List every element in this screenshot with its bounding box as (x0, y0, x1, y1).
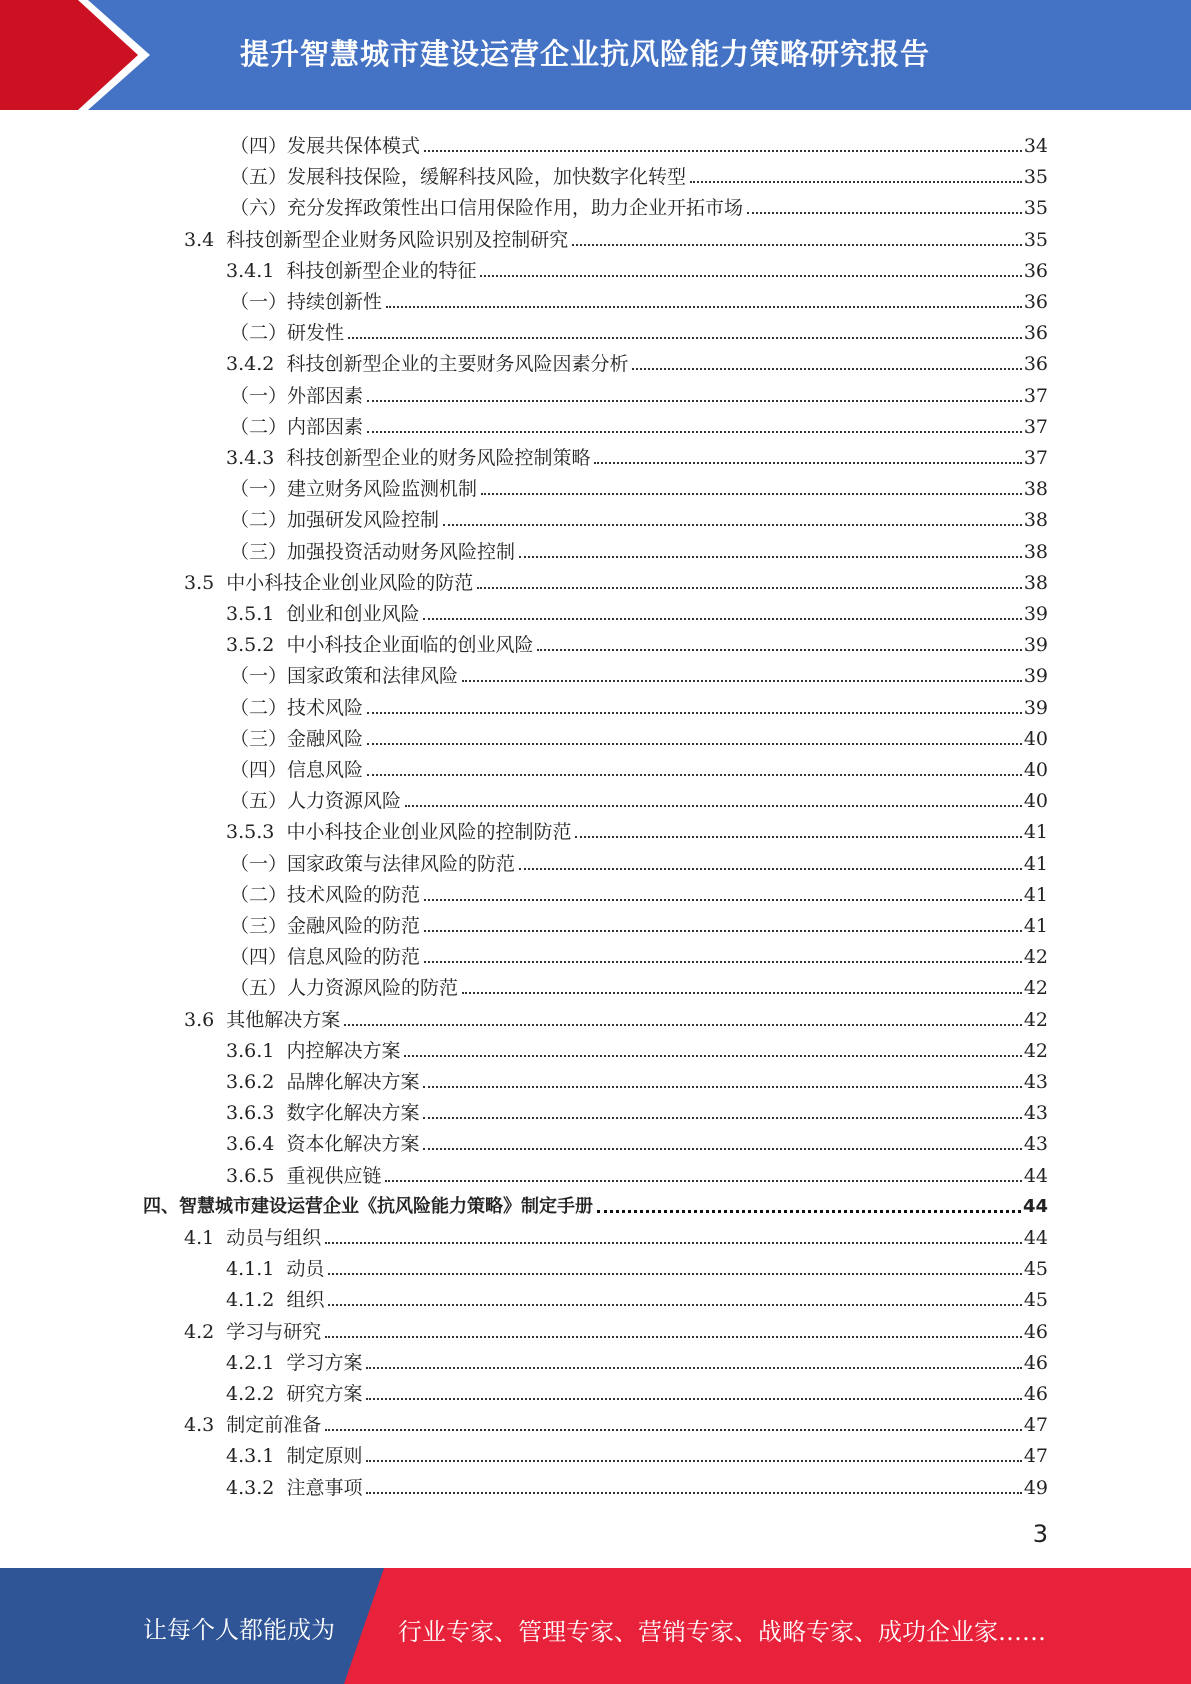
toc-entry-page: 35 (1023, 197, 1048, 220)
footer-slogan-left: 让每个人都能成为 (143, 1616, 335, 1644)
toc-entry-page: 38 (1023, 478, 1048, 501)
toc-entry-label: 其他解决方案 (226, 1008, 341, 1031)
toc-entry-number: 4.1.1 (226, 1258, 287, 1281)
toc-entry[interactable] (230, 751, 1048, 782)
toc-entry[interactable] (226, 252, 1048, 283)
toc-entry-label: （一）持续创新性 (230, 291, 383, 313)
toc-dot-leader (597, 1210, 1021, 1213)
toc-entry[interactable] (226, 1250, 1048, 1281)
toc-entry-page: 40 (1023, 727, 1048, 750)
toc-entry-page: 44 (1023, 1227, 1048, 1249)
toc-entry-label: （五）发展科技保险，缓解科技风险，加快数字化转型 (230, 166, 687, 189)
toc-entry-number: 4.3.2 (226, 1476, 287, 1499)
toc-entry-number: 4.2.1 (226, 1351, 287, 1374)
toc-entry-page: 45 (1023, 1258, 1048, 1281)
toc-entry[interactable] (184, 1406, 1048, 1437)
toc-entry-page: 38 (1023, 509, 1048, 532)
toc-entry-number: 3.4.1 (226, 259, 287, 282)
toc-entry-page: 36 (1023, 353, 1048, 376)
toc-entry-label: （一）建立财务风险监测机制 (230, 478, 478, 501)
toc-entry-page: 39 (1023, 634, 1048, 657)
toc-entry-page: 34 (1023, 135, 1048, 157)
toc-dot-leader (367, 743, 1022, 745)
toc-entry[interactable] (226, 1344, 1048, 1375)
toc-entry[interactable] (143, 1188, 1048, 1219)
toc-entry-label: 四、智慧城市建设运营企业《抗风险能力策略》制定手册 (143, 1195, 593, 1217)
toc-entry-page: 44 (1023, 1164, 1048, 1187)
toc-dot-leader (481, 493, 1022, 495)
toc-entry-label: （五）人力资源风险 (230, 790, 402, 813)
toc-dot-leader (325, 1336, 1022, 1338)
toc-dot-leader (385, 1180, 1021, 1182)
toc-entry-label: （一）外部因素 (230, 384, 364, 407)
toc-entry-page: 42 (1023, 1008, 1048, 1031)
toc-entry[interactable] (226, 1063, 1048, 1094)
toc-dot-leader (594, 462, 1021, 464)
toc-entry-page: 38 (1023, 571, 1048, 594)
toc-entry-label: （二）内部因素 (230, 415, 364, 438)
toc-entry-page: 41 (1023, 883, 1048, 906)
toc-entry[interactable] (226, 1281, 1048, 1312)
toc-entry-label: （一）国家政策与法律风险的防范 (230, 852, 516, 875)
toc-entry-label: 研究方案 (286, 1383, 363, 1405)
toc-entry-label: 内控解决方案 (286, 1039, 401, 1062)
toc-entry[interactable] (226, 813, 1048, 844)
toc-entry-page: 47 (1023, 1445, 1048, 1468)
toc-dot-leader (747, 212, 1022, 214)
toc-entry[interactable] (230, 501, 1048, 532)
toc-entry-page: 36 (1023, 259, 1048, 282)
toc-entry[interactable] (230, 657, 1048, 688)
toc-entry[interactable] (230, 969, 1048, 1000)
toc-entry-label: （一）国家政策和法律风险 (230, 665, 459, 688)
toc-entry-page: 46 (1023, 1320, 1048, 1343)
toc-entry[interactable] (226, 1094, 1048, 1125)
toc-dot-leader (519, 868, 1022, 870)
toc-dot-leader (344, 1024, 1022, 1026)
toc-entry-page: 49 (1023, 1476, 1048, 1499)
toc-entry-label: （三）加强投资活动财务风险控制 (230, 540, 516, 563)
toc-entry-number: 4.3.1 (226, 1445, 287, 1468)
toc-entry-label: 科技创新型企业的财务风险控制策略 (286, 447, 591, 469)
toc-entry[interactable] (230, 189, 1048, 220)
toc-entry[interactable] (230, 377, 1048, 408)
toc-entry[interactable] (226, 439, 1048, 470)
toc-entry-label: 创业和创业风险 (286, 603, 420, 625)
toc-dot-leader (328, 1304, 1021, 1306)
toc-dot-leader (423, 1117, 1021, 1119)
toc-entry-page: 46 (1023, 1351, 1048, 1374)
toc-dot-leader (423, 618, 1021, 620)
toc-entry-page: 40 (1023, 759, 1048, 781)
toc-entry-number: 3.6.2 (226, 1071, 287, 1093)
toc-entry[interactable] (226, 626, 1048, 657)
toc-dot-leader (477, 587, 1022, 589)
toc-entry-page: 39 (1023, 603, 1048, 625)
toc-entry-label: （二）技术风险 (230, 696, 364, 719)
toc-dot-leader (366, 1460, 1021, 1462)
toc-entry-page: 37 (1023, 415, 1048, 438)
toc-entry-page: 37 (1023, 447, 1048, 469)
toc-dot-leader (480, 275, 1021, 277)
toc-dot-leader (423, 1086, 1021, 1088)
toc-entry-page: 41 (1023, 852, 1048, 875)
toc-dot-leader (462, 680, 1022, 682)
toc-dot-leader (424, 961, 1022, 963)
toc-entry-label: 学习与研究 (226, 1320, 322, 1343)
toc-entry-page: 39 (1023, 665, 1048, 688)
toc-entry-number: 4.1.2 (226, 1289, 287, 1312)
toc-entry-page: 44 (1022, 1195, 1048, 1217)
toc-entry-label: 制定前准备 (226, 1414, 322, 1437)
toc-entry-page: 42 (1023, 1039, 1048, 1062)
toc-entry-label: （三）金融风险的防范 (230, 915, 421, 937)
footer-slogan-right: 行业专家、管理专家、营销专家、战略专家、成功企业家…… (398, 1618, 1046, 1646)
toc-entry-number: 4.2.2 (226, 1383, 287, 1405)
toc-entry[interactable] (230, 720, 1048, 751)
toc-entry[interactable] (230, 689, 1048, 720)
toc-entry-label: 注意事项 (286, 1476, 363, 1499)
toc-entry-number: 4.3 (184, 1414, 227, 1437)
toc-entry-page: 42 (1023, 977, 1048, 1000)
toc-dot-leader (366, 1367, 1021, 1369)
toc-entry-label: 资本化解决方案 (286, 1133, 420, 1156)
toc-entry-page: 39 (1023, 696, 1048, 719)
toc-dot-leader (632, 368, 1021, 370)
toc-entry[interactable] (184, 1313, 1048, 1344)
toc-dot-leader (519, 556, 1022, 558)
toc-dot-leader (367, 431, 1022, 433)
toc-entry-label: （二）加强研发风险控制 (230, 509, 440, 532)
page-number: 3 (1032, 1520, 1048, 1548)
toc-entry[interactable] (184, 1219, 1048, 1250)
toc-entry-number: 3.5.2 (226, 634, 287, 657)
toc-entry-label: （六）充分发挥政策性出口信用保险作用，助力企业开拓市场 (230, 197, 744, 220)
toc-entry[interactable] (230, 470, 1048, 501)
toc-entry-number: 3.5.1 (226, 603, 287, 625)
toc-entry-page: 45 (1023, 1289, 1048, 1312)
toc-entry-number: 3.6 (184, 1008, 227, 1031)
toc-entry-page: 41 (1023, 821, 1048, 844)
toc-dot-leader (572, 244, 1022, 246)
toc-entry-label: （二）研发性 (230, 322, 345, 345)
toc-entry-number: 3.4 (184, 228, 227, 251)
toc-entry-label: 中小科技企业创业风险的控制防范 (286, 821, 572, 844)
toc-entry[interactable] (226, 1125, 1048, 1156)
toc-dot-leader (386, 306, 1022, 308)
toc-entry[interactable] (230, 782, 1048, 813)
toc-entry[interactable] (226, 1375, 1048, 1406)
toc-dot-leader (405, 805, 1022, 807)
toc-entry-page: 43 (1023, 1102, 1048, 1125)
toc-entry-label: 动员 (286, 1258, 325, 1281)
toc-entry-label: 学习方案 (286, 1351, 363, 1374)
toc-entry[interactable] (230, 314, 1048, 345)
toc-entry-page: 42 (1023, 946, 1048, 969)
toc-entry-page: 40 (1023, 790, 1048, 813)
toc-entry-label: 中小科技企业面临的创业风险 (286, 634, 534, 657)
toc-entry-label: （四）信息风险 (230, 759, 364, 781)
toc-entry-number: 4.2 (184, 1320, 227, 1343)
toc-dot-leader (367, 712, 1022, 714)
toc-entry-label: 组织 (286, 1289, 325, 1312)
page-header (0, 0, 1191, 110)
toc-entry-page: 43 (1023, 1071, 1048, 1093)
toc-dot-leader (367, 400, 1022, 402)
toc-entry[interactable] (226, 1469, 1048, 1500)
toc-entry-label: （四）发展共保体模式 (230, 135, 421, 157)
toc-entry-number: 3.5 (184, 571, 227, 594)
toc-dot-leader (424, 899, 1022, 901)
toc-entry-page: 36 (1023, 291, 1048, 313)
toc-entry-label: 品牌化解决方案 (286, 1071, 420, 1093)
toc-entry[interactable] (230, 158, 1048, 189)
toc-dot-leader (423, 1148, 1021, 1150)
toc-entry-page: 47 (1023, 1414, 1048, 1437)
toc-dot-leader (462, 992, 1022, 994)
toc-entry[interactable] (230, 283, 1048, 314)
toc-entry-number: 3.5.3 (226, 821, 287, 844)
toc-entry-label: 重视供应链 (286, 1164, 382, 1187)
toc-entry[interactable] (230, 907, 1048, 938)
toc-entry[interactable] (230, 938, 1048, 969)
toc-dot-leader (404, 1055, 1021, 1057)
toc-entry-page: 46 (1023, 1383, 1048, 1405)
toc-dot-leader (348, 337, 1022, 339)
toc-entry-page: 41 (1023, 915, 1048, 937)
toc-entry[interactable] (184, 221, 1048, 252)
toc-dot-leader (328, 1273, 1021, 1275)
toc-entry-page: 35 (1023, 228, 1048, 251)
toc-entry-page: 35 (1023, 166, 1048, 189)
toc-entry[interactable] (184, 1001, 1048, 1032)
toc-entry-label: 动员与组织 (226, 1227, 322, 1249)
toc-dot-leader (366, 1492, 1021, 1494)
toc-entry[interactable] (226, 1437, 1048, 1468)
toc-entry-label: 科技创新型企业的主要财务风险因素分析 (286, 353, 629, 376)
toc-entry-number: 3.4.2 (226, 353, 287, 376)
toc-entry-page: 36 (1023, 322, 1048, 345)
toc-entry[interactable] (184, 564, 1048, 595)
page-footer (0, 1568, 1191, 1684)
toc-entry[interactable] (226, 1157, 1048, 1188)
toc-entry-number: 4.1 (184, 1227, 227, 1249)
toc-entry-number: 3.6.1 (226, 1039, 287, 1062)
toc-entry-label: 科技创新型企业的特征 (286, 259, 477, 282)
toc-entry[interactable] (230, 408, 1048, 439)
toc-entry-label: 科技创新型企业财务风险识别及控制研究 (226, 228, 569, 251)
toc-entry[interactable] (230, 127, 1048, 158)
toc-entry-number: 3.6.5 (226, 1164, 287, 1187)
toc-entry-number: 3.4.3 (226, 447, 287, 469)
toc-entry-number: 3.6.3 (226, 1102, 287, 1125)
toc-dot-leader (690, 181, 1022, 183)
toc-entry-label: 制定原则 (286, 1445, 363, 1468)
toc-dot-leader (424, 930, 1022, 932)
document-title: 提升智慧城市建设运营企业抗风险能力策略研究报告 (240, 37, 931, 71)
toc-entry-label: 数字化解决方案 (286, 1102, 420, 1125)
toc-entry[interactable] (226, 345, 1048, 376)
toc-dot-leader (575, 836, 1021, 838)
toc-entry-page: 38 (1023, 540, 1048, 563)
toc-entry[interactable] (226, 595, 1048, 626)
toc-entry-page: 37 (1023, 384, 1048, 407)
toc-entry-page: 43 (1023, 1133, 1048, 1156)
toc-entry-label: （四）信息风险的防范 (230, 946, 421, 969)
toc-entry[interactable] (230, 876, 1048, 907)
toc-entry-label: 中小科技企业创业风险的防范 (226, 571, 474, 594)
toc-dot-leader (537, 649, 1021, 651)
toc-dot-leader (325, 1242, 1022, 1244)
toc-entry-label: （三）金融风险 (230, 727, 364, 750)
toc-dot-leader (366, 1398, 1021, 1400)
toc-dot-leader (325, 1429, 1022, 1431)
toc-dot-leader (424, 150, 1022, 152)
toc-dot-leader (367, 774, 1022, 776)
toc-entry-label: （五）人力资源风险的防范 (230, 977, 459, 1000)
toc-dot-leader (443, 524, 1022, 526)
toc-entry-label: （二）技术风险的防范 (230, 883, 421, 906)
toc-entry-number: 3.6.4 (226, 1133, 287, 1156)
toc-entry[interactable] (230, 845, 1048, 876)
toc-entry[interactable] (226, 1032, 1048, 1063)
toc-entry[interactable] (230, 533, 1048, 564)
